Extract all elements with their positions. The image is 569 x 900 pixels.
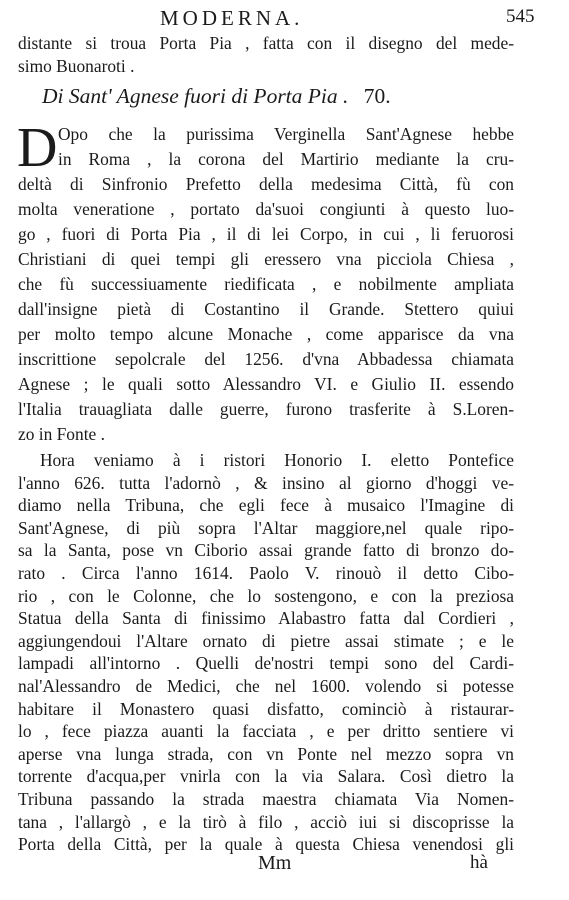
drop-cap: D	[17, 117, 58, 179]
text-line: go , fuori di Porta Pia , il di lei Corpo, in cui , li feruorosi	[18, 224, 514, 244]
text-line: deltà di Sinfronio Prefetto della medesima Città, fù con	[18, 174, 514, 194]
text-line: distante si troua Porta Pia , fatta con il disegno del mede-	[18, 33, 514, 53]
text-line: dall'insigne pietà di Costantino il Grande. Stettero quiui	[18, 299, 514, 319]
text-line: Porta della Città, per la quale à questa Chiesa venendosi gli	[18, 834, 514, 855]
text-line: zo in Fonte .	[18, 424, 105, 444]
text-line: Hora veniamo à i ristori Honorio I. eletto Pontefice	[40, 450, 514, 470]
text-line: Agnese ; le quali sotto Alessandro VI. e Giulio II. essendo	[18, 374, 514, 394]
text-line: l'anno 626. tutta l'adornò , & insino al giorno d'hoggi ve-	[18, 472, 514, 493]
text-line: habitare il Monastero quasi disfatto, cominciò à ristaurar-	[18, 698, 514, 719]
text-line: sa la Santa, pose vn Ciborio assai grande fatto di bronzo do-	[18, 540, 514, 561]
text-line: torrente d'acqua,per vnirla con la via Salara. Così dietro la	[18, 766, 514, 787]
text-line: diamo nella Tribuna, che egli fece à musaico l'Imagine di	[18, 495, 514, 516]
page-number: 545	[506, 6, 535, 27]
text-line: che fù successiuamente riedificata , e nobilmente ampliata	[18, 274, 514, 294]
running-head	[0, 4, 569, 30]
text-line: lo , fece piazza auanti la facciata , e per dritto sentiere vi	[18, 721, 514, 742]
text-line: inscrittione sepolcrale del 1256. d'vna Abbadessa chiamata	[18, 349, 514, 369]
text-line: Sant'Agnese, di più sopra l'Altar maggiore,nel quale ripo-	[18, 517, 514, 538]
text-line: rato . Circa l'anno 1614. Paolo V. rinouò il detto Cibo-	[18, 563, 514, 583]
text-line: per molto tempo alcune Monache , come apparisce da vna	[18, 324, 514, 344]
text-line: Tribuna passando la strada maestra chiamata Via Nomen-	[18, 789, 514, 809]
section-heading	[42, 84, 512, 109]
text-line: tana , l'allargò , e la tirò à filo , acciò iui si discoprisse la	[18, 811, 514, 832]
text-line: aggiungendoui l'Altare ornato di pietre assai stimate ; e le	[18, 630, 514, 651]
signature-mark: Mm	[258, 852, 292, 874]
running-title: MODERNA.	[160, 6, 304, 30]
text-line: rio , con le Colonne, che lo sostengono, e con la preziosa	[18, 585, 514, 606]
text-line: Christiani di quei tempi gli eressero vna picciola Chiesa ,	[18, 249, 514, 269]
text-line: Opo che la purissima Verginella Sant'Agnese hebbe	[58, 124, 514, 144]
section-number: 70.	[363, 84, 391, 108]
text-line: molta veneratione , portato da'suoi congiunti à questo luo-	[18, 199, 514, 219]
catchword: hà	[470, 852, 488, 873]
text-line: nal'Alessandro de Medici, che nel 1600. volendo si potesse	[18, 676, 514, 696]
text-line: Statua della Santa di finissimo Alabastro fatta dal Cordieri ,	[18, 608, 514, 629]
text-line: simo Buonaroti .	[18, 56, 135, 76]
text-line: aperse vna lunga strada, con vn Ponte nel mezzo sopra vn	[18, 743, 514, 764]
text-line: in Roma , la corona del Martirio mediante la cru-	[58, 149, 514, 169]
text-line: l'Italia trauagliata dalle guerre, furono trasferite à S.Loren-	[18, 399, 514, 419]
text-line: lampadi all'intorno . Quelli de'nostri tempi sono del Cardi-	[18, 653, 514, 674]
section-heading-text: Di Sant' Agnese fuori di Porta Pia .	[42, 84, 349, 108]
